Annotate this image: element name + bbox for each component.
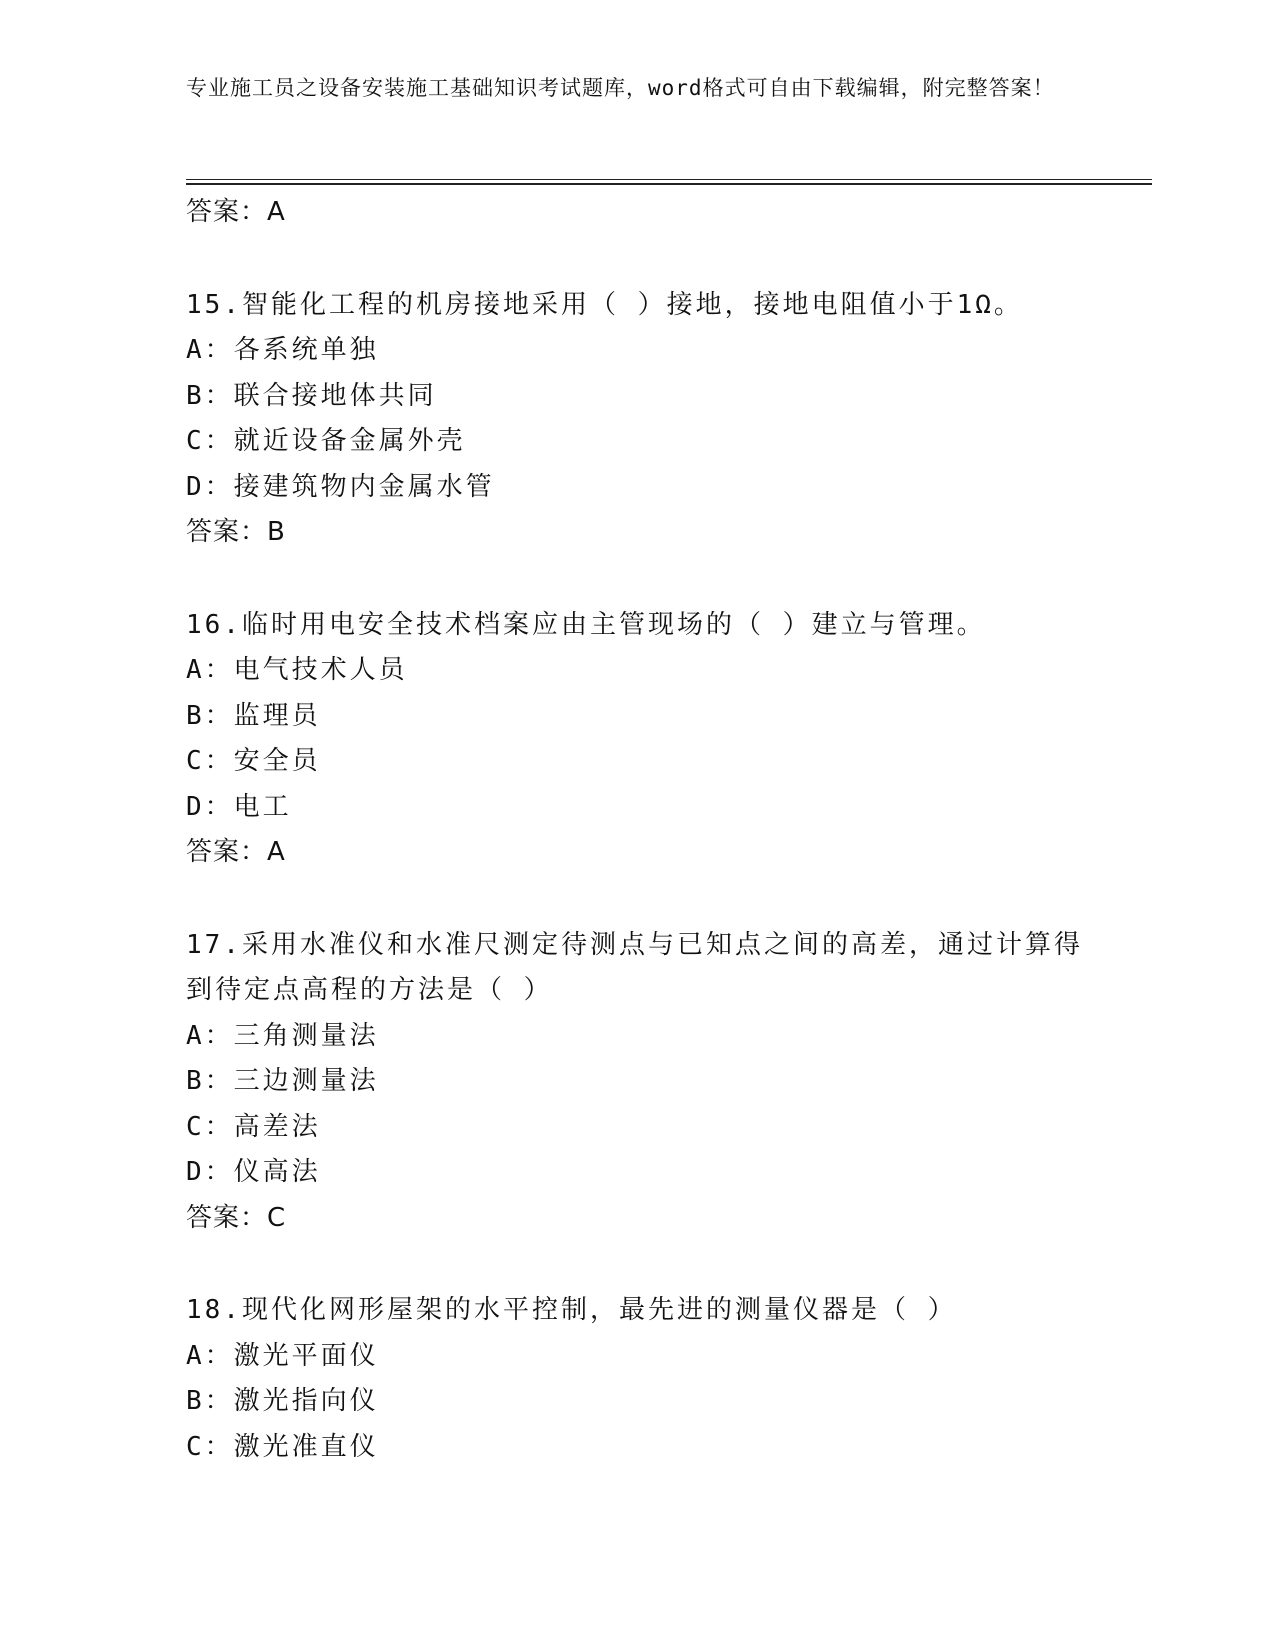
document-header: 专业施工员之设备安装施工基础知识考试题库，word格式可自由下载编辑，附完整答案！ — [186, 76, 1055, 100]
question-block — [186, 923, 1086, 1242]
option-a: A：电气技术人员 — [186, 655, 408, 685]
question-stem: 17.采用水准仪和水准尺测定待测点与已知点之间的高差，通过计算得 — [186, 929, 1083, 960]
answer-line: 答案：A — [186, 197, 286, 227]
spacer — [186, 876, 1086, 923]
question-stem: 16.临时用电安全技术档案应由主管现场的（ ）建立与管理。 — [186, 609, 986, 640]
option-c: C：就近设备金属外壳 — [186, 426, 466, 456]
option-b: B：三边测量法 — [186, 1066, 379, 1096]
option-d: D：电工 — [186, 791, 292, 822]
question-block — [186, 603, 1086, 876]
header-divider-thick — [186, 183, 1152, 185]
option-d: D：接建筑物内金属水管 — [186, 471, 495, 502]
spacer — [186, 236, 1086, 283]
option-b: B：监理员 — [186, 700, 321, 731]
question-block — [186, 283, 1086, 556]
option-b: B：激光指向仪 — [186, 1386, 379, 1416]
option-b: B：联合接地体共同 — [186, 380, 437, 411]
option-c: C：激光准直仪 — [186, 1431, 379, 1462]
answer-line: 答案：C — [186, 1202, 287, 1233]
spacer — [186, 1241, 1086, 1288]
option-c: C：高差法 — [186, 1111, 321, 1142]
spacer — [186, 556, 1086, 603]
option-d: D：仪高法 — [186, 1157, 321, 1187]
question-block — [186, 1288, 1086, 1470]
question-stem: 15.智能化工程的机房接地采用（ ）接地，接地电阻值小于1Ω。 — [186, 289, 1023, 320]
question-list — [186, 190, 1086, 1470]
option-c: C：安全员 — [186, 746, 321, 776]
question-stem: 18.现代化网形屋架的水平控制，最先进的测量仪器是（ ） — [186, 1295, 957, 1325]
option-a: A：各系统单独 — [186, 335, 379, 365]
answer-line: 答案：B — [186, 517, 286, 547]
header-divider-thin — [186, 179, 1152, 180]
answer-line: 答案：A — [186, 837, 286, 867]
question-stem-continued: 到待定点高程的方法是（ ） — [186, 975, 553, 1005]
option-a: A：三角测量法 — [186, 1020, 379, 1051]
option-a: A：激光平面仪 — [186, 1340, 379, 1371]
